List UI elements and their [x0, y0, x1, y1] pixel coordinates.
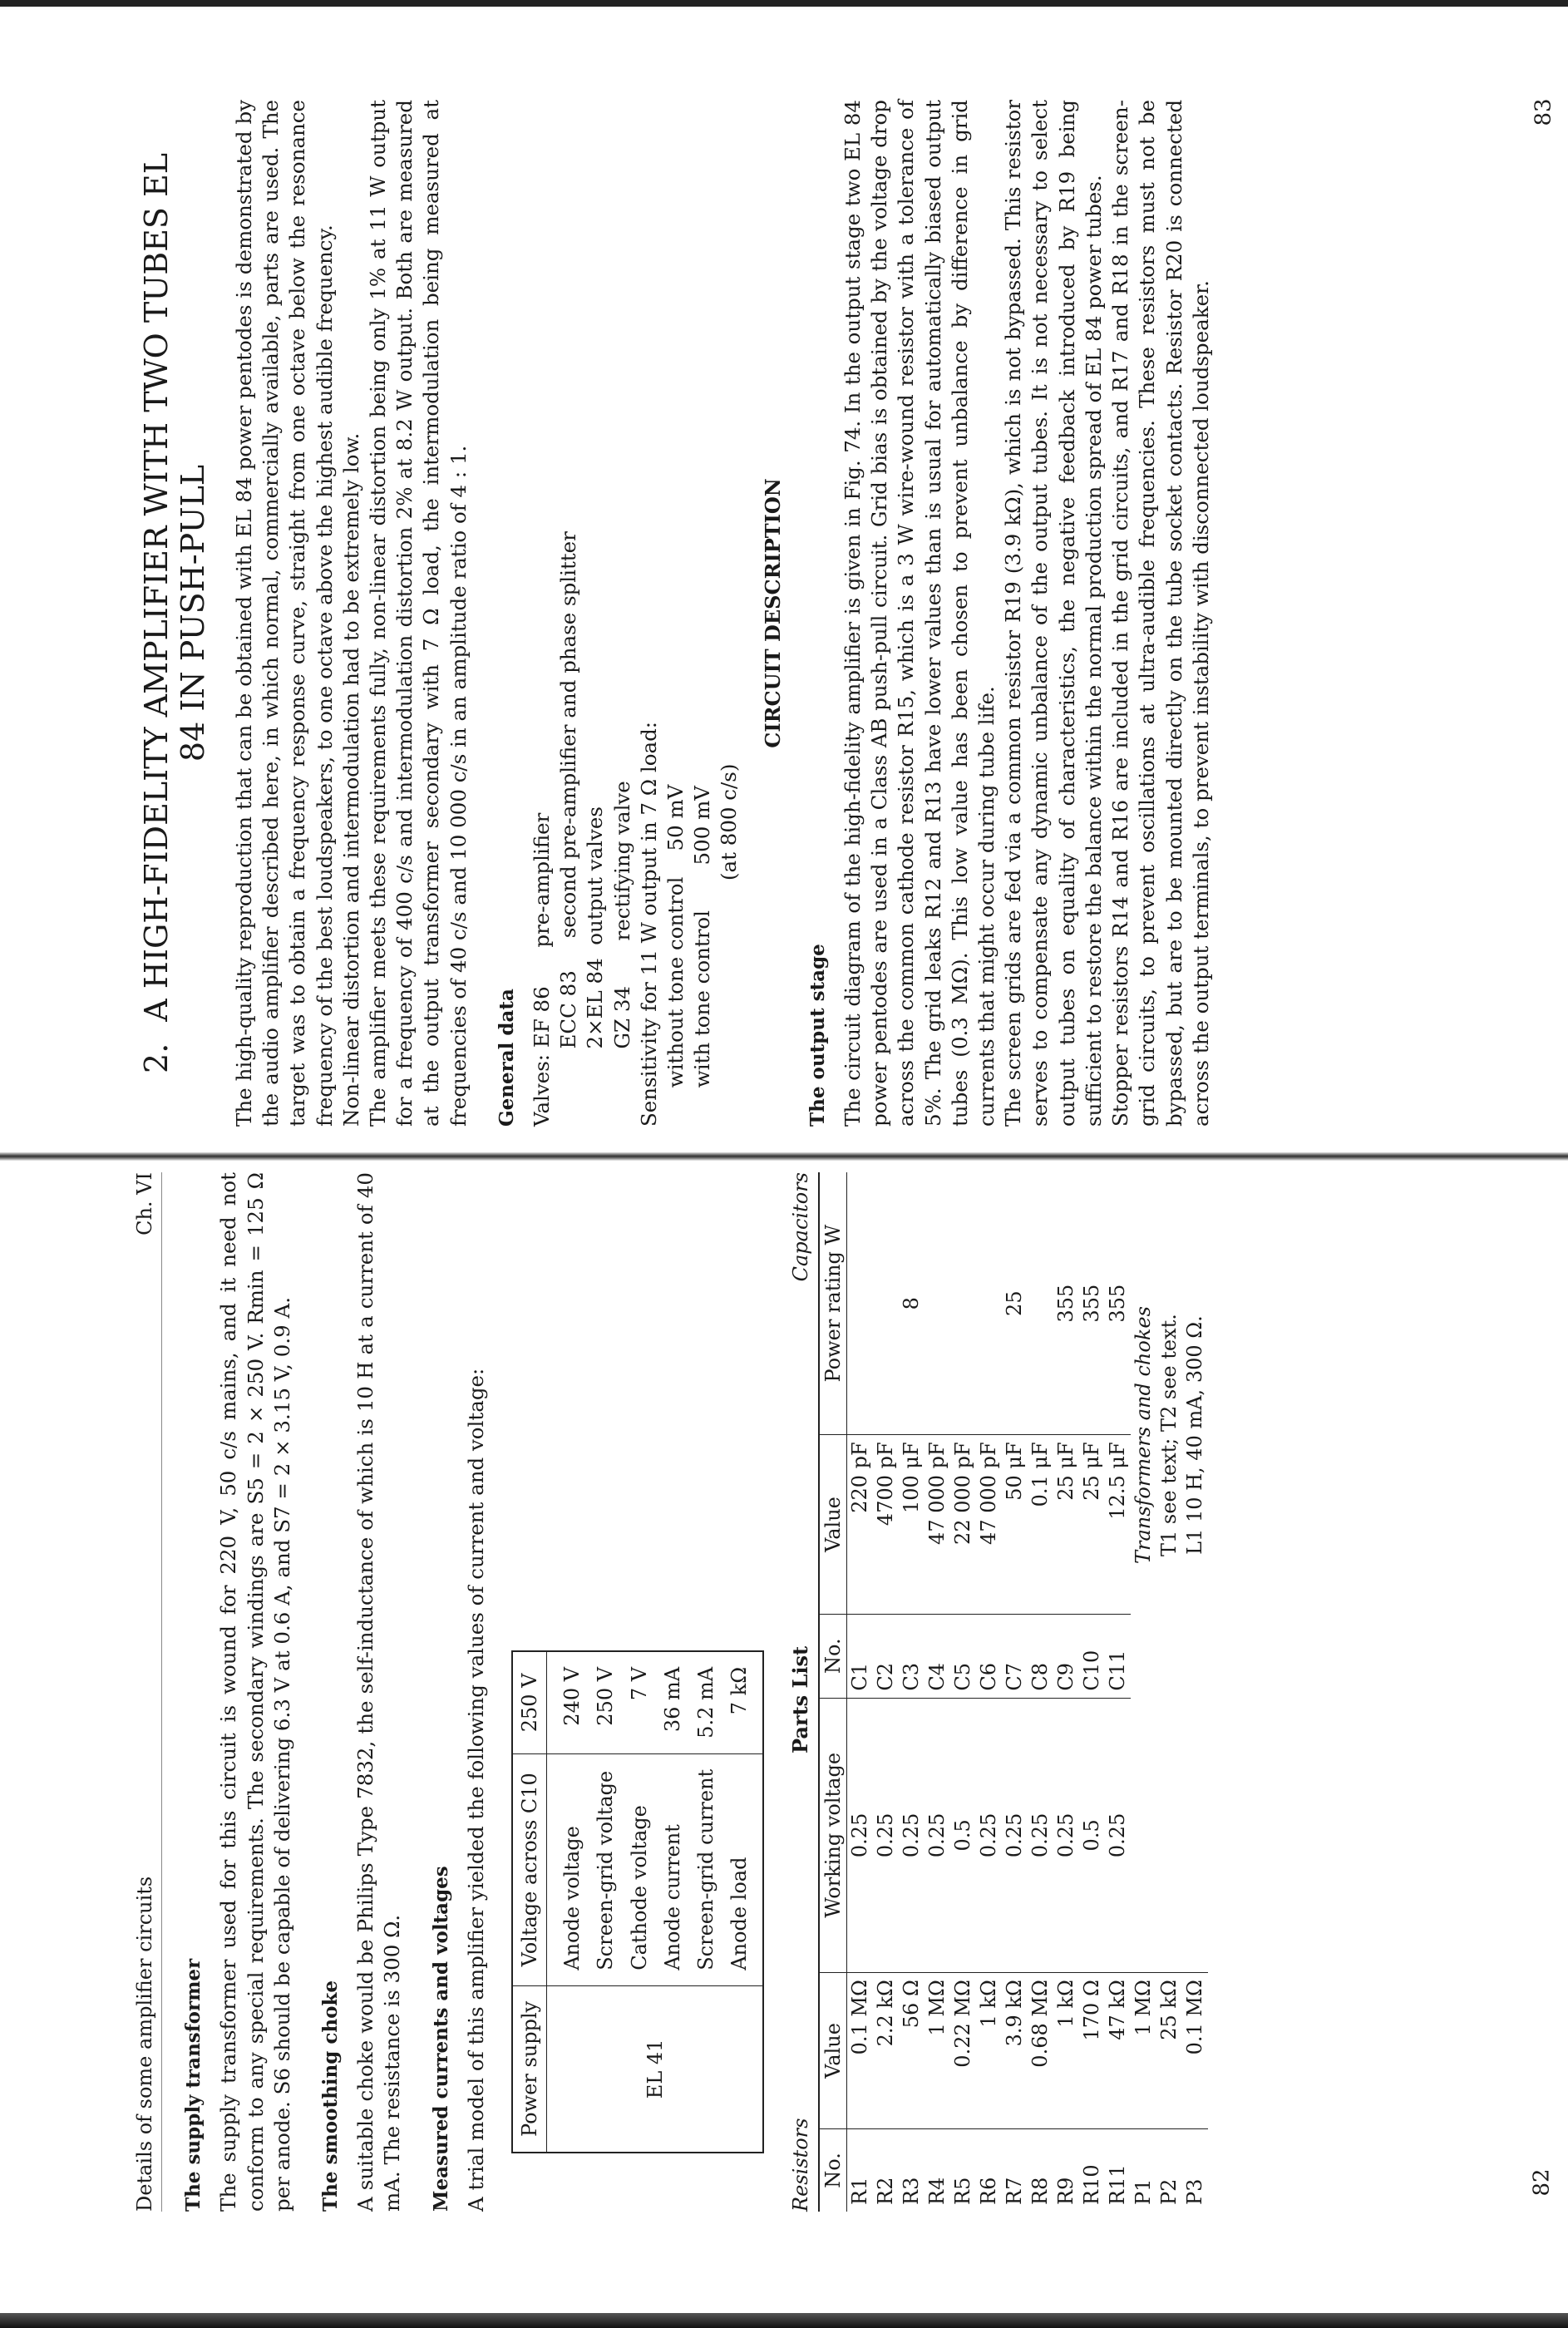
empty-cell — [1131, 1698, 1156, 1973]
col-value: 250 V — [512, 1651, 547, 1753]
capacitor-power-rating — [1028, 1172, 1053, 1435]
measured-text: A trial model of this amplifier yielded the following values of current and voltage: — [463, 1368, 488, 2212]
smoothing-choke-text: A suitable choke would be Philips Type 7832, the self-inductance of which is 10 H at a current of 40 mA. The resistance is 300 Ω. — [353, 1172, 405, 2212]
table-row — [1079, 1172, 1105, 2212]
resistor-value: 3.9 kΩ — [1002, 1973, 1028, 2129]
general-data-line: Sensitivity for 11 W output in 7 Ω load: — [636, 721, 661, 1127]
general-data-line: with tone control 500 mV — [690, 786, 715, 1127]
table-row — [1182, 1172, 1208, 2212]
supply-transformer-heading: The supply transformer — [182, 1958, 205, 2212]
capacitor-value: 12.5 μF — [1105, 1435, 1131, 1614]
resistor-working-voltage: 0.25 — [1028, 1698, 1053, 1973]
resistor-value: 0.68 MΩ — [1028, 1973, 1053, 2129]
general-data-list — [529, 100, 743, 1127]
table-row-value: 250 V — [594, 1666, 618, 1726]
table-row-value: 5.2 mA — [694, 1666, 718, 1739]
resistor-working-voltage: 0.5 — [1079, 1698, 1105, 1973]
capacitor-power-rating: 355 — [1105, 1172, 1131, 1435]
capacitor-id: C10 — [1079, 1614, 1105, 1698]
general-data-line: Valves: EF 86 pre-amplifier — [530, 812, 555, 1127]
power-supply-cell: EL 41 — [547, 1985, 764, 2153]
resistor-working-voltage: 0.25 — [899, 1698, 925, 1973]
resistor-working-voltage: 0.25 — [873, 1698, 899, 1973]
chapter-number: 2. — [138, 1043, 175, 1073]
transformers-chokes-note: T1 see text; T2 see text. — [1156, 1314, 1181, 1557]
table-row-label: Screen-grid current — [689, 1753, 722, 1985]
transformers-chokes-note: Transformers and chokes — [1131, 1306, 1155, 1565]
output-stage-paragraph: The circuit diagram of the high-fidelity amplifier is given in Fig. 74. In the output stage two EL 84 power pentodes are used in a Class AB push-pull circuit. Grid bias is obtained by the voltage drop across the common cathode resistor R15, which is a 3 W wire-wound resistor with a tolerance of 5%. The grid leaks R12 and R13 have lower values than is usual for automatically biased output tubes (0.3 MΩ). This low value has been chosen to prevent unbalance by difference in grid currents that might occur during tube life. — [841, 100, 999, 1127]
table-row — [1053, 1172, 1079, 2212]
page-number-83: 83 — [1531, 98, 1556, 126]
potentiometer-value: 25 kΩ — [1156, 1973, 1182, 2129]
resistor-value: 47 kΩ — [1105, 1973, 1131, 2129]
capacitor-id: C11 — [1105, 1614, 1131, 1698]
capacitor-id: C3 — [899, 1614, 925, 1698]
potentiometer-id: P3 — [1182, 2178, 1206, 2205]
parts-list-header — [787, 1172, 814, 2212]
output-stage-paragraph: The screen grids are fed via a common resistor R19 (3.9 kΩ), which is not bypassed. This resistor serves to compensate any dynamic unbalance of the output tubes. It is not necessary to select output tubes on equality of characteristics, the negative feedback introduced by R19 being sufficient to restore the balance within the normal production spread of EL 84 power tubes. — [1001, 100, 1106, 1127]
resistor-value: 1 kΩ — [1053, 1973, 1079, 2129]
general-data-heading: General data — [495, 989, 518, 1127]
capacitor-power-rating — [846, 1172, 873, 1435]
capacitor-power-rating: 355 — [1053, 1172, 1079, 1435]
capacitor-value: 22 000 pF — [950, 1435, 976, 1614]
col-no: No. — [819, 2128, 847, 2212]
empty-cell — [1182, 1698, 1208, 1973]
supply-transformer-text: The supply transformer used for this circuit is wound for 220 V, 50 c/s mains, and it need not conform to any special requirements. The secondary windings are S5 = 2 × 250 V. Rmin = 125 Ω per anode. S6 should be capable of delivering 6.3 V at 0.6 A, and S7 = 2 × 3.15 V, 0.9 A. — [216, 1172, 294, 2212]
resistor-id: R3 — [899, 2177, 923, 2205]
table-row-value: 7 kΩ — [727, 1666, 752, 1715]
table-row-value: 36 mA — [660, 1666, 684, 1733]
output-stage-paragraph: Stopper resistors R14 and R16 are included in the grid circuits, and R17 and R18 in the screen-grid circuits, to prevent oscillations at ultra-audible frequencies. These resistors must not be bypassed, but are to be mounted directly on the tube socket contacts. Resistor R20 is connected across the output terminals, to prevent instability with disconnected loudspeaker. — [1108, 100, 1213, 1127]
potentiometer-value: 0.1 MΩ — [1182, 1973, 1208, 2129]
table-row — [1156, 1172, 1182, 2212]
capacitor-value: 100 μF — [899, 1435, 925, 1614]
table-row — [873, 1172, 899, 2212]
resistor-value: 2.2 kΩ — [873, 1973, 899, 2129]
capacitor-value: 25 μF — [1079, 1435, 1105, 1614]
general-data-line: (at 800 c/s) — [717, 763, 742, 1127]
col-value-capacitors: Value — [819, 1435, 847, 1614]
table-row — [976, 1172, 1002, 2212]
running-head-title: Details of some amplifier circuits — [133, 1876, 156, 2212]
general-data-line: 2×EL 84 output valves — [583, 806, 608, 1127]
potentiometer-id: P2 — [1156, 2178, 1181, 2205]
empty-cell — [1156, 1698, 1182, 1973]
col-no-capacitors: No. — [819, 1614, 847, 1698]
capacitor-power-rating: 355 — [1079, 1172, 1105, 1435]
running-head-chapter: Ch. VI — [133, 1172, 156, 1236]
table-row — [899, 1172, 925, 2212]
capacitor-value: 47 000 pF — [976, 1435, 1002, 1614]
resistor-id: R7 — [1002, 2177, 1026, 2205]
general-data-line: ECC 83 second pre-amplifier and phase splitter — [556, 531, 581, 1127]
capacitor-value: 220 pF — [846, 1435, 873, 1614]
table-row-label: Screen-grid voltage — [589, 1753, 622, 1985]
table-row-value: 240 V — [560, 1666, 584, 1726]
table-row — [1002, 1172, 1028, 2212]
general-data-line: without tone control 50 mV — [663, 784, 688, 1127]
scan-edge-top — [0, 0, 1568, 7]
capacitor-id: C9 — [1053, 1614, 1079, 1698]
table-row-label: Anode load — [722, 1753, 763, 1985]
capacitor-value: 4700 pF — [873, 1435, 899, 1614]
capacitor-power-rating: 8 — [899, 1172, 925, 1435]
intro-paragraph: Non-linear distortion and intermodulation had to be extremely low. — [338, 432, 363, 1127]
resistor-working-voltage: 0.25 — [846, 1698, 873, 1973]
resistor-id: R1 — [847, 2177, 871, 2205]
capacitor-power-rating — [950, 1172, 976, 1435]
capacitor-power-rating: 25 — [1002, 1172, 1028, 1435]
capacitor-id: C7 — [1002, 1614, 1028, 1698]
resistors-label: Resistors — [789, 2118, 813, 2212]
table-row — [1131, 1172, 1156, 2212]
resistor-id: R4 — [925, 2177, 949, 2205]
table-row — [950, 1172, 976, 2212]
resistor-working-voltage: 0.25 — [1053, 1698, 1079, 1973]
general-data-line: GZ 34 rectifying valve — [609, 781, 634, 1127]
measurement-table — [511, 1650, 764, 2153]
resistor-working-voltage: 0.25 — [1105, 1698, 1131, 1973]
left-page — [131, 1172, 1279, 2212]
capacitors-label: Capacitors — [789, 1172, 813, 1282]
col-voltage-across: Voltage across C10 — [512, 1753, 547, 1985]
col-power-supply: Power supply — [512, 1985, 547, 2153]
potentiometer-value: 1 MΩ — [1131, 1973, 1156, 2129]
resistor-value: 0.22 MΩ — [950, 1973, 976, 2129]
capacitor-id: C1 — [846, 1614, 873, 1698]
page-gutter — [0, 1152, 1568, 1161]
resistor-value: 0.1 MΩ — [846, 1973, 873, 2129]
table-row-label: Cathode voltage — [623, 1753, 656, 1985]
table-row — [846, 1172, 873, 2212]
output-stage-heading: The output stage — [806, 944, 829, 1127]
capacitor-id: C8 — [1028, 1614, 1053, 1698]
scan-edge-bottom — [0, 2313, 1568, 2328]
right-page — [133, 100, 1213, 1127]
capacitor-id: C6 — [976, 1614, 1002, 1698]
capacitor-power-rating — [976, 1172, 1002, 1435]
resistor-id: R11 — [1105, 2164, 1129, 2205]
resistor-id: R10 — [1079, 2164, 1103, 2205]
page-number-82: 82 — [1529, 2168, 1555, 2197]
resistor-id: R8 — [1028, 2177, 1052, 2205]
table-row — [925, 1172, 950, 2212]
resistor-working-voltage: 0.25 — [1002, 1698, 1028, 1973]
transformers-chokes-note: L1 10 H, 40 mA, 300 Ω. — [1182, 1315, 1206, 1555]
table-row-label: Anode voltage — [547, 1753, 589, 1985]
resistor-id: R2 — [873, 2177, 897, 2205]
col-power-rating: Power rating W — [819, 1172, 847, 1435]
col-working-voltage: Working voltage — [819, 1698, 847, 1973]
table-row-value: 7 V — [627, 1666, 651, 1701]
resistor-working-voltage: 0.25 — [925, 1698, 950, 1973]
resistor-working-voltage: 0.5 — [950, 1698, 976, 1973]
circuit-description-heading: CIRCUIT DESCRIPTION — [760, 478, 785, 748]
resistor-value: 1 MΩ — [925, 1973, 950, 2129]
parts-list-table — [818, 1172, 1208, 2212]
capacitor-id: C4 — [925, 1614, 950, 1698]
intro-paragraph: The amplifier meets these requirements fully, non-linear distortion being only 1% at 11 W output for a frequency of 400 c/s and intermodulation distortion 2% at 8.2 W output. Both are measured at the output transformer secondary with 7 Ω load, the intermodulation being measured at frequencies of 40 c/s and 10 000 c/s in an amplitude ratio of 4 : 1. — [366, 100, 471, 1127]
col-value: Value — [819, 1973, 847, 2129]
capacitor-power-rating — [925, 1172, 950, 1435]
table-row-label: Anode current — [656, 1753, 689, 1985]
capacitor-id: C2 — [873, 1614, 899, 1698]
chapter-title-text: A HIGH-FIDELITY AMPLIFIER WITH TWO TUBES EL 84 IN PUSH-PULL — [138, 153, 211, 1022]
resistor-id: R5 — [950, 2177, 974, 2205]
resistor-id: R6 — [976, 2177, 1000, 2205]
capacitor-value: 0.1 μF — [1028, 1435, 1053, 1614]
table-row — [1105, 1172, 1131, 2212]
chapter-title — [138, 133, 211, 1093]
smoothing-choke-heading: The smoothing choke — [319, 1980, 343, 2212]
parts-list-title: Parts List — [788, 1645, 813, 1754]
resistor-working-voltage: 0.25 — [976, 1698, 1002, 1973]
potentiometer-id: P1 — [1131, 2178, 1155, 2205]
resistor-value: 56 Ω — [899, 1973, 925, 2129]
capacitor-value: 50 μF — [1002, 1435, 1028, 1614]
capacitor-value: 25 μF — [1053, 1435, 1079, 1614]
resistor-value: 170 Ω — [1079, 1973, 1105, 2129]
intro-paragraph: The high-quality reproduction that can be obtained with EL 84 power pentodes is demonstrated by the audio amplifier described here, in which normal, commercially available, parts are used. The target was to obtain a frequency response curve, straight from one octave below the resonance frequency of the best loudspeakers, to one octave above the highest audible frequency. — [232, 100, 337, 1127]
capacitor-value: 47 000 pF — [925, 1435, 950, 1614]
table-row — [1028, 1172, 1053, 2212]
running-header — [131, 1172, 162, 2212]
resistor-id: R9 — [1053, 2177, 1077, 2205]
measured-heading: Measured currents and voltages — [429, 1866, 452, 2212]
capacitor-id: C5 — [950, 1614, 976, 1698]
resistor-value: 1 kΩ — [976, 1973, 1002, 2129]
capacitor-power-rating — [873, 1172, 899, 1435]
